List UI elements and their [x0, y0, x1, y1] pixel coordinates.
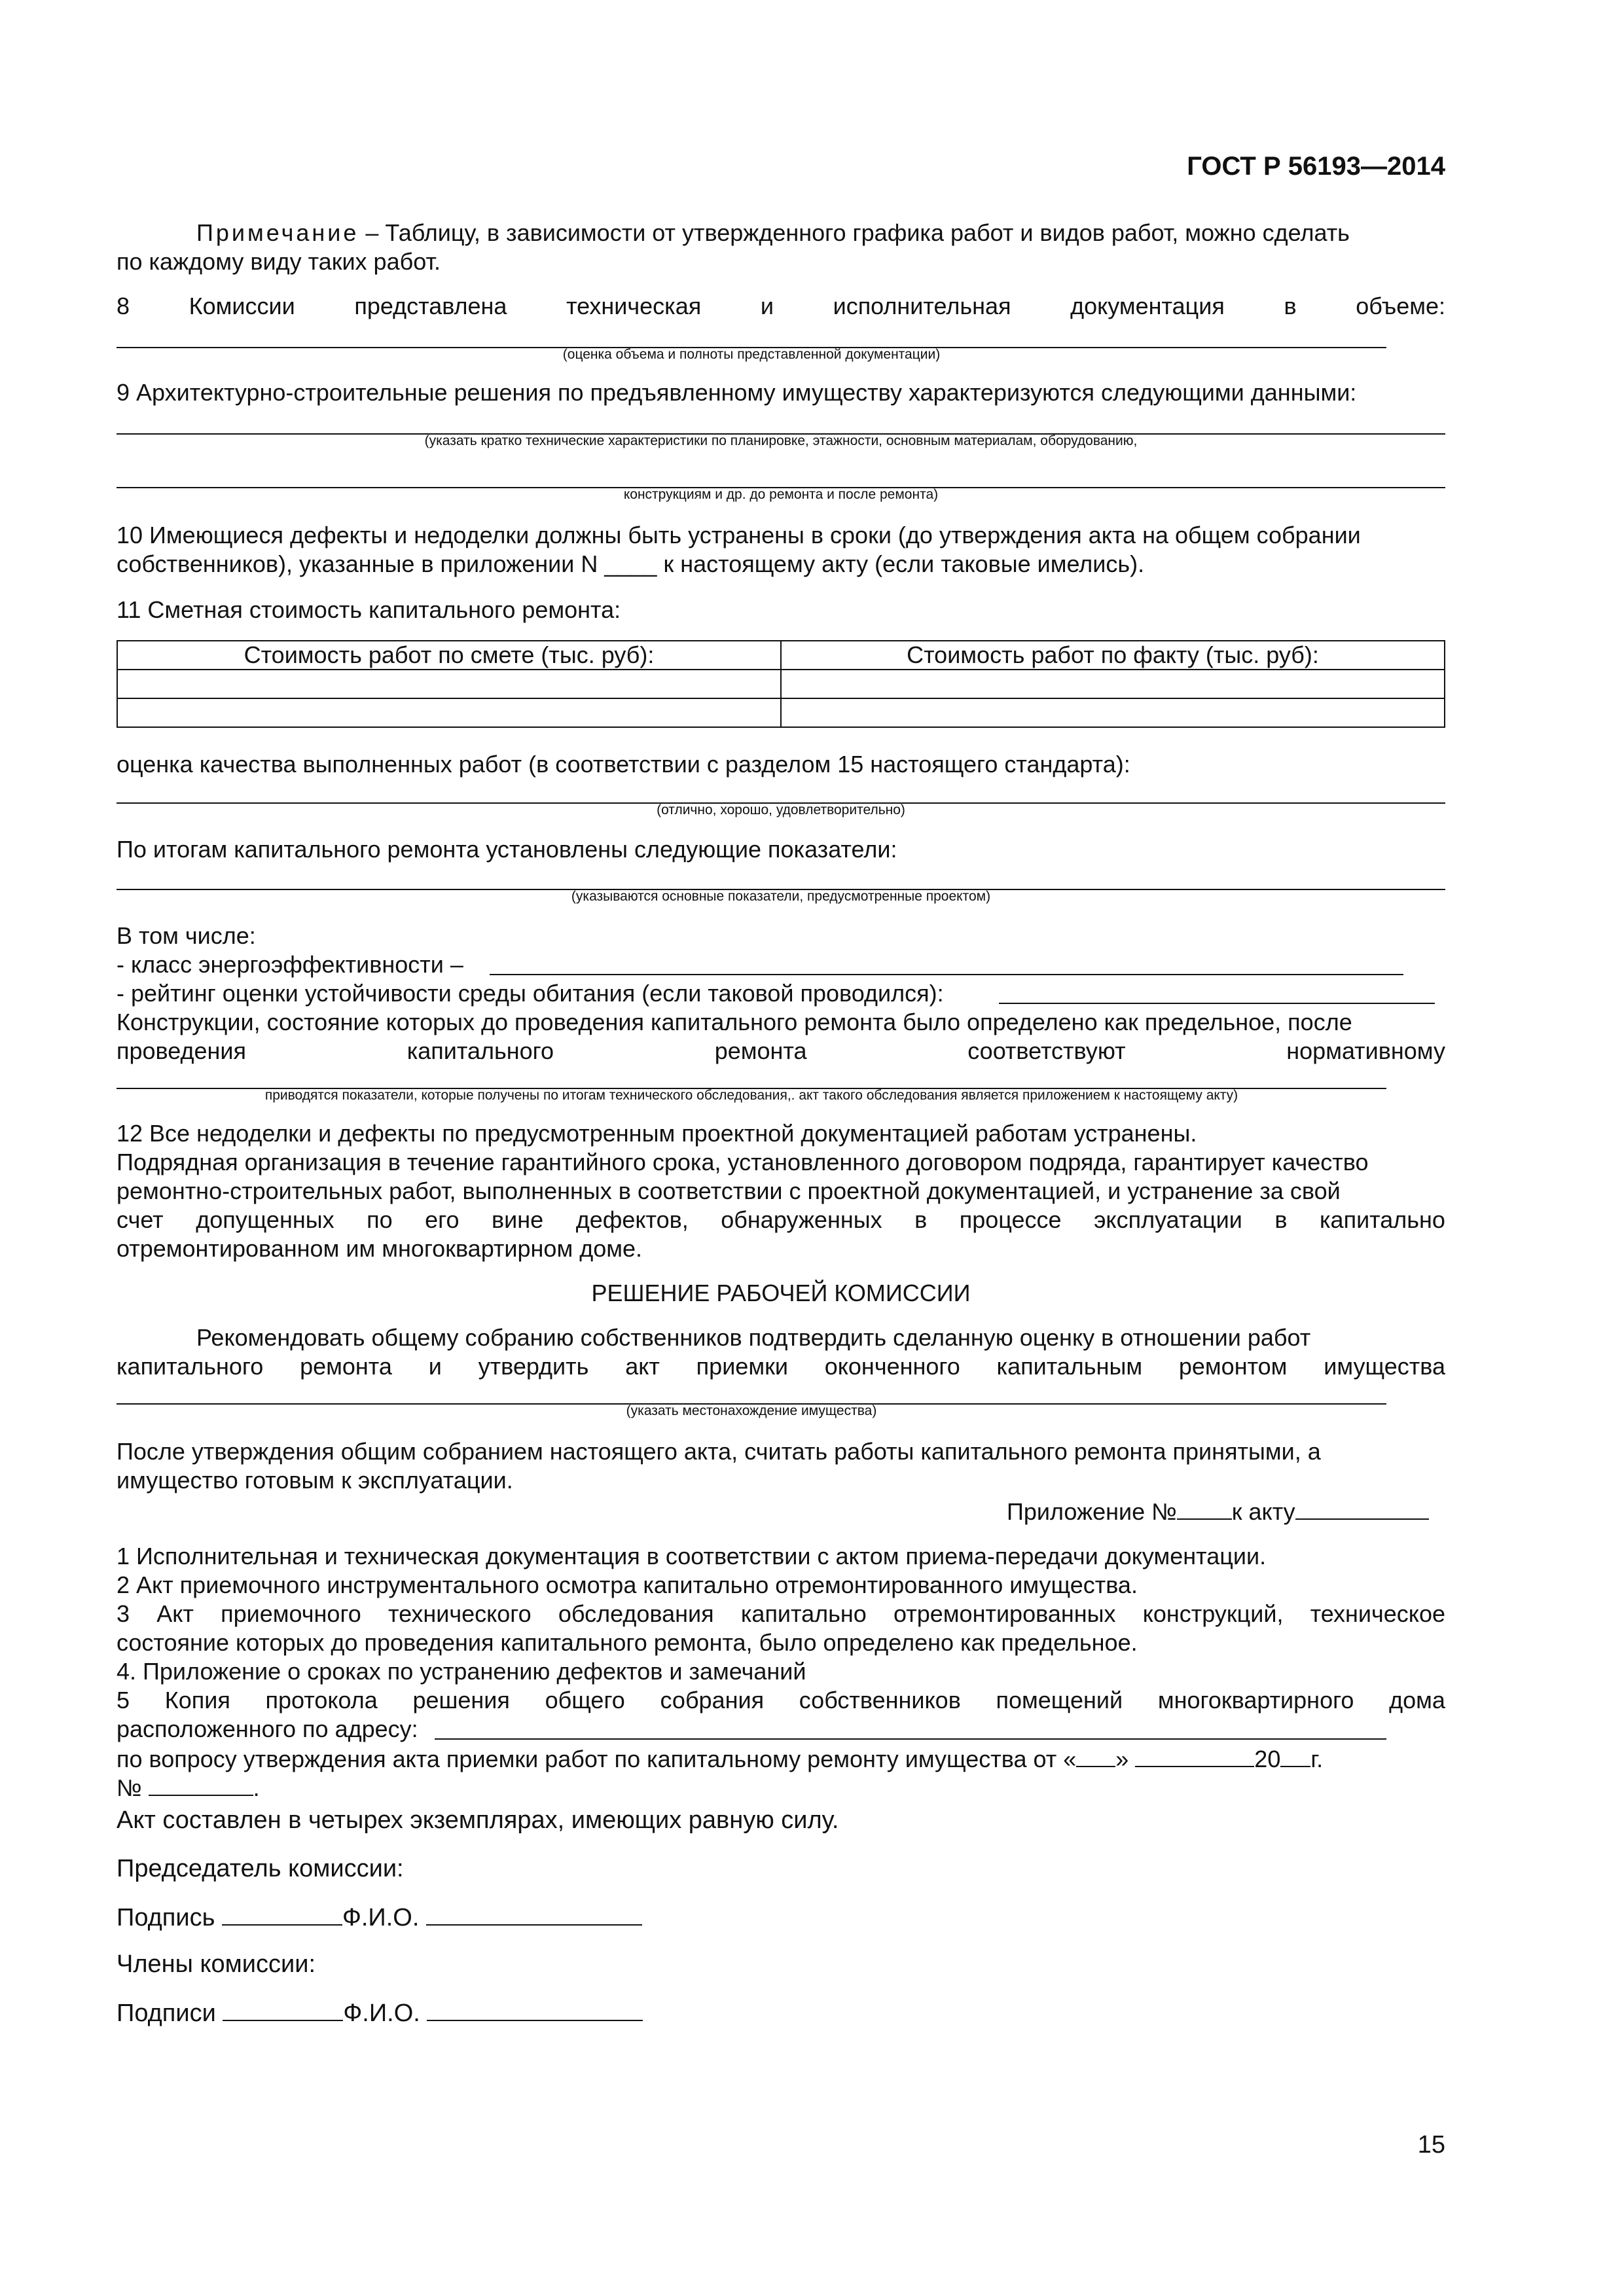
item-11-text: 11 Сметная стоимость капитального ремонта:	[117, 596, 621, 623]
date-year-field[interactable]	[1280, 1744, 1310, 1767]
protocol-number-label: №	[117, 1774, 142, 1801]
date-text: по вопросу утверждения акта приемки работ по капитальному ремонту имущества от «	[117, 1746, 1077, 1772]
decision-after-1: После утверждения общим собранием настоящего акта, считать работы капитального ремонта принятыми, а	[117, 1438, 1321, 1465]
item-12-line-4: счет допущенных по его вине дефектов, обнаруженных в процессе эксплуатации в капитально	[117, 1206, 1445, 1233]
appendix-item-5-date: по вопросу утверждения акта приемки работ по капитальному ремонту имущества от « » 20 г.	[117, 1744, 1323, 1774]
decision-title: РЕШЕНИЕ РАБОЧЕЙ КОМИССИИ	[591, 1280, 971, 1306]
members-label: Члены комиссии:	[117, 1950, 316, 1978]
standard-header: ГОСТ Р 56193—2014	[1187, 152, 1445, 181]
table-header-row	[117, 641, 1445, 670]
protocol-number-line: № .	[117, 1772, 260, 1803]
decision-line-2: капитального ремонта и утвердить акт приемки оконченного капитальным ремонтом имущества	[117, 1353, 1445, 1380]
appendix-item-3: 3 Акт приемочного технического обследования капитально отремонтированных конструкций, техническое	[117, 1600, 1445, 1627]
habitat-rating-fill-line[interactable]	[999, 1003, 1435, 1004]
note-label: Примечание	[196, 219, 359, 246]
structures-line-2: проведения капитального ремонта соответствуют нормативному	[117, 1037, 1445, 1064]
decision-after-2: имущество готовым к эксплуатации.	[117, 1467, 513, 1494]
table-cell-actual[interactable]	[781, 698, 1445, 727]
item-10-line-1: 10 Имеющиеся дефекты и недоделки должны быть устранены в сроки (до утверждения акта на общем собрании	[117, 522, 1361, 548]
indicators-caption: (указываются основные показатели, предусмотренные проектом)	[571, 889, 991, 904]
appendix-number-label: Приложение №	[1007, 1498, 1177, 1525]
note-text: – Таблицу, в зависимости от утвержденного графика работ и видов работ, можно сделать	[359, 219, 1350, 246]
appendix-title	[1007, 1496, 1429, 1526]
appendix-item-5-address	[117, 1715, 418, 1744]
item-12-line-5: отремонтированном им многоквартирном доме.	[117, 1235, 643, 1262]
chairman-fio-field[interactable]	[426, 1902, 642, 1926]
fio-label: Ф.И.О.	[343, 2000, 420, 2027]
members-signature-field[interactable]	[223, 1998, 343, 2021]
energy-class-line	[117, 950, 463, 979]
including-title: В том числе:	[117, 922, 256, 949]
address-label: расположенного по адресу:	[117, 1715, 418, 1742]
protocol-number-field[interactable]	[149, 1772, 253, 1796]
note-line-2: по каждому виду таких работ.	[117, 248, 441, 275]
date-day-field[interactable]	[1076, 1744, 1115, 1767]
note-line-1	[196, 219, 1350, 247]
appendix-item-3-cont: состояние которых до проведения капитального ремонта, было определено как предельное.	[117, 1629, 1138, 1656]
item-12-line-2: Подрядная организация в течение гарантийного срока, установленного договором подряда, гарантирует качество	[117, 1149, 1369, 1175]
appendix-item-5: 5 Копия протокола решения общего собрания собственников помещений многоквартирного дома	[117, 1687, 1445, 1713]
members-fio-field[interactable]	[427, 1998, 643, 2021]
table-row	[117, 698, 1445, 727]
item-12-line-3: ремонтно-строительных работ, выполненных в соответствии с проектной документацией, и устранение за свой	[117, 1177, 1341, 1204]
signature-label: Подпись	[117, 1904, 215, 1931]
date-month-field[interactable]	[1135, 1744, 1254, 1767]
structures-line-1: Конструкции, состояние которых до проведения капитального ремонта было определено как предельное, после	[117, 1009, 1352, 1035]
item-8-caption: (оценка объема и полноты представленной документации)	[562, 347, 941, 362]
table-row	[117, 670, 1445, 698]
energy-class-label: - класс энергоэффективности –	[117, 951, 463, 978]
appendix-item-1: 1 Исполнительная и техническая документация в соответствии с актом приема-передачи документации.	[117, 1543, 1267, 1570]
members-signature-line	[117, 1998, 643, 2028]
quality-text: оценка качества выполненных работ (в соответствии с разделом 15 настоящего стандарта):	[117, 751, 1130, 778]
appendix-item-2: 2 Акт приемочного инструментального осмотра капитально отремонтированного имущества.	[117, 1571, 1138, 1598]
chairman-signature-field[interactable]	[222, 1902, 342, 1926]
table-cell-actual[interactable]	[781, 670, 1445, 698]
item-10-line-2: собственников), указанные в приложении N ____ к настоящему акту (если таковые имелись).	[117, 550, 1145, 577]
property-location-caption: (указать местонахождение имущества)	[626, 1403, 877, 1418]
item-9-caption-1: (указать кратко технические характеристики по планировке, этажности, основным материалам, оборудованию,	[424, 433, 1138, 448]
table-cell-estimate[interactable]	[117, 698, 781, 727]
item-9-text: 9 Архитектурно-строительные решения по предъявленному имуществу характеризуются следующими данными:	[117, 379, 1357, 406]
energy-class-fill-line[interactable]	[490, 974, 1403, 975]
quality-caption: (отлично, хорошо, удовлетворительно)	[657, 802, 905, 817]
table-header-actual: Стоимость работ по факту (тыс. руб):	[781, 641, 1445, 670]
item-9-caption-2: конструкциям и др. до ремонта и после ремонта)	[623, 487, 939, 502]
date-century: 20	[1254, 1746, 1281, 1772]
decision-line-1: Рекомендовать общему собранию собственников подтвердить сделанную оценку в отношении работ	[196, 1324, 1311, 1351]
fio-label: Ф.И.О.	[342, 1904, 420, 1931]
page-number: 15	[1417, 2131, 1445, 2159]
chairman-label: Председатель комиссии:	[117, 1855, 404, 1882]
appendix-number-field[interactable]	[1177, 1496, 1232, 1520]
cost-table	[117, 640, 1445, 728]
indicators-text: По итогам капитального ремонта установлены следующие показатели:	[117, 836, 897, 863]
copies-statement: Акт составлен в четырех экземплярах, имеющих равную силу.	[117, 1806, 839, 1834]
habitat-rating-line	[117, 979, 944, 1008]
appendix-item-4: 4. Приложение о сроках по устранению дефектов и замечаний	[117, 1658, 806, 1685]
structures-caption: приводятся показатели, которые получены по итогам технического обследования,. акт такого обследования является приложением к настоящему акту)	[264, 1088, 1238, 1103]
chairman-signature-line	[117, 1902, 642, 1933]
appendix-act-label: к акту	[1231, 1498, 1295, 1525]
table-cell-estimate[interactable]	[117, 670, 781, 698]
item-8-line: 8 Комиссии представлена техническая и исполнительная документация в объеме:	[117, 293, 1445, 319]
habitat-rating-label: - рейтинг оценки устойчивости среды обитания (если таковой проводился):	[117, 980, 944, 1007]
address-fill-line[interactable]	[435, 1738, 1386, 1740]
appendix-act-field[interactable]	[1295, 1496, 1429, 1520]
item-12-line-1: 12 Все недоделки и дефекты по предусмотренным проектной документацией работам устранены.	[117, 1120, 1197, 1147]
table-header-estimate: Стоимость работ по смете (тыс. руб):	[117, 641, 781, 670]
signatures-label: Подписи	[117, 2000, 216, 2027]
